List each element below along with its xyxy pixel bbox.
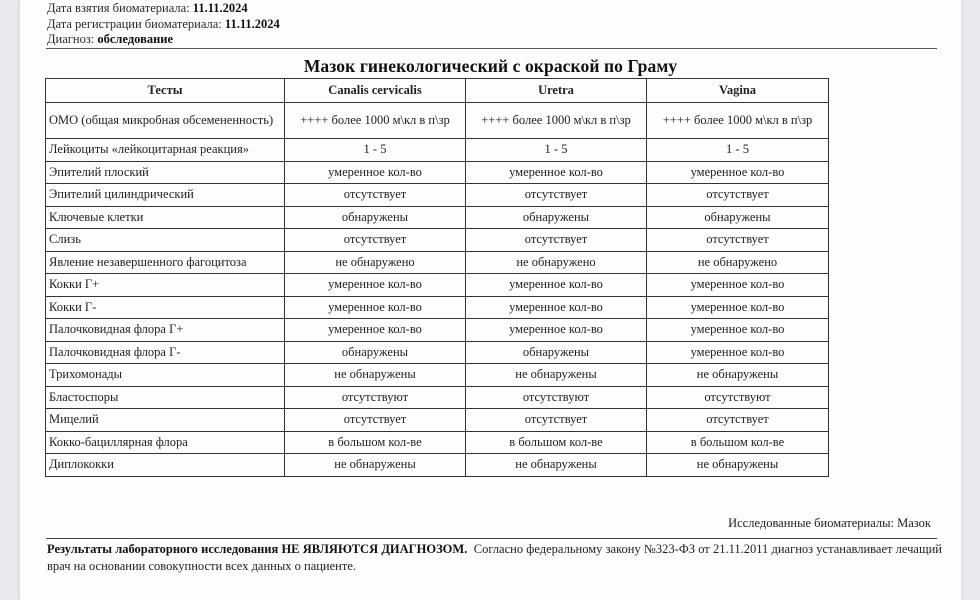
registration-date-line [47,17,280,33]
uretra-value-cell: отсутствует [466,229,647,252]
examined-biomaterials: Исследованные биоматериалы: Мазок [728,516,931,530]
header-divider [46,48,937,49]
table-row [46,229,829,252]
canalis-cervicalis-value-cell: не обнаружены [285,454,466,477]
column-header-canalis-cervicalis: Canalis cervicalis [285,79,466,103]
diagnosis-value: обследование [97,32,174,46]
test-name-cell: Диплококки [46,454,285,477]
table-header-row [46,79,829,103]
vagina-value-cell: отсутствует [647,229,829,252]
vagina-value-cell: 1 - 5 [647,139,829,162]
vagina-value-cell: в большом кол-ве [647,431,829,454]
vagina-value-cell: ++++ более 1000 м\кл в п\зр [647,103,829,139]
uretra-value-cell: не обнаружено [466,251,647,274]
vagina-value-cell: умеренное кол-во [647,319,829,342]
vagina-value-cell: отсутствует [647,409,829,432]
table-row [46,454,829,477]
test-name-cell: Кокки Г+ [46,274,285,297]
test-name-cell: Бластоспоры [46,386,285,409]
test-name-cell: ОМО (общая микробная обсемененность) [46,103,285,139]
sample-info [47,0,280,48]
vagina-value-cell: не обнаружены [647,454,829,477]
table-row [46,341,829,364]
test-name-cell: Лейкоциты «лейкоцитарная реакция» [46,139,285,162]
canalis-cervicalis-value-cell: не обнаружены [285,364,466,387]
uretra-value-cell: отсутствует [466,184,647,207]
registration-date-value: 11.11.2024 [224,16,280,31]
table-row [46,161,829,184]
document-page [20,0,961,600]
table-row [46,206,829,229]
uretra-value-cell: в большом кол-ве [466,431,647,454]
vagina-value-cell: не обнаружено [647,251,829,274]
test-name-cell: Слизь [46,229,285,252]
canalis-cervicalis-value-cell: умеренное кол-во [285,296,466,319]
canalis-cervicalis-value-cell: отсутствует [285,229,466,252]
table-row [46,386,829,409]
uretra-value-cell: обнаружены [466,206,647,229]
canalis-cervicalis-value-cell: умеренное кол-во [285,319,466,342]
canalis-cervicalis-value-cell: ++++ более 1000 м\кл в п\зр [285,103,466,139]
uretra-value-cell: не обнаружены [466,454,647,477]
uretra-value-cell: умеренное кол-во [466,274,647,297]
uretra-value-cell: умеренное кол-во [466,161,647,184]
uretra-value-cell: умеренное кол-во [466,319,647,342]
vagina-value-cell: отсутствуют [647,386,829,409]
footer-divider [46,538,937,539]
test-name-cell: Трихомонады [46,364,285,387]
table-row [46,364,829,387]
uretra-value-cell: не обнаружены [466,364,647,387]
test-name-cell: Палочковидная флора Г+ [46,319,285,342]
diagnosis-line [47,32,280,48]
uretra-value-cell: отсутствуют [466,386,647,409]
test-name-cell: Явление незавершенного фагоцитоза [46,251,285,274]
test-name-cell: Кокко-бациллярная флора [46,431,285,454]
canalis-cervicalis-value-cell: отсутствует [285,409,466,432]
sample-date-value: 11.11.2024 [192,1,248,15]
test-name-cell: Кокки Г- [46,296,285,319]
canalis-cervicalis-value-cell: умеренное кол-во [285,274,466,297]
column-header-tests: Тесты [46,79,285,103]
sample-date-label: Дата взятия биоматериала: [47,1,190,15]
uretra-value-cell: 1 - 5 [466,139,647,162]
canalis-cervicalis-value-cell: не обнаружено [285,251,466,274]
table-row [46,139,829,162]
diagnosis-label: Диагноз: [47,32,95,46]
uretra-value-cell: обнаружены [466,341,647,364]
uretra-value-cell: умеренное кол-во [466,296,647,319]
canalis-cervicalis-value-cell: умеренное кол-во [285,161,466,184]
disclaimer-bold: Результаты лабораторного исследования НЕ ЯВЛЯЮТСЯ ДИАГНОЗОМ. [47,542,468,556]
canalis-cervicalis-value-cell: отсутствуют [285,386,466,409]
uretra-value-cell: ++++ более 1000 м\кл в п\зр [466,103,647,139]
vagina-value-cell: обнаружены [647,206,829,229]
table-row [46,409,829,432]
results-table [45,78,829,477]
column-header-uretra: Uretra [466,79,647,103]
sample-date-line [47,1,280,17]
canalis-cervicalis-value-cell: обнаружены [285,341,466,364]
vagina-value-cell: умеренное кол-во [647,296,829,319]
test-name-cell: Эпителий цилиндрический [46,184,285,207]
vagina-value-cell: умеренное кол-во [647,341,829,364]
registration-date-label: Дата регистрации биоматериала: [47,16,222,31]
table-row [46,184,829,207]
canalis-cervicalis-value-cell: 1 - 5 [285,139,466,162]
vagina-value-cell: умеренное кол-во [647,161,829,184]
uretra-value-cell: отсутствует [466,409,647,432]
disclaimer-text: Согласно федеральному закону №323-ФЗ от 21.11.2011 диагноз устанавливает лечащий врач на основании совокупности всех данных о пациенте. [47,542,942,573]
column-header-vagina: Vagina [647,79,829,103]
disclaimer [47,541,942,574]
results-table-body [46,103,829,477]
table-row [46,103,829,139]
test-name-cell: Ключевые клетки [46,206,285,229]
table-row [46,274,829,297]
canalis-cervicalis-value-cell: обнаружены [285,206,466,229]
test-name-cell: Эпителий плоский [46,161,285,184]
vagina-value-cell: отсутствует [647,184,829,207]
report-title: Мазок гинекологический с окраской по Граму [303,56,678,76]
test-name-cell: Мицелий [46,409,285,432]
canalis-cervicalis-value-cell: отсутствует [285,184,466,207]
table-row [46,296,829,319]
table-row [46,431,829,454]
table-row [46,319,829,342]
test-name-cell: Палочковидная флора Г- [46,341,285,364]
vagina-value-cell: не обнаружены [647,364,829,387]
vagina-value-cell: умеренное кол-во [647,274,829,297]
canalis-cervicalis-value-cell: в большом кол-ве [285,431,466,454]
table-row [46,251,829,274]
